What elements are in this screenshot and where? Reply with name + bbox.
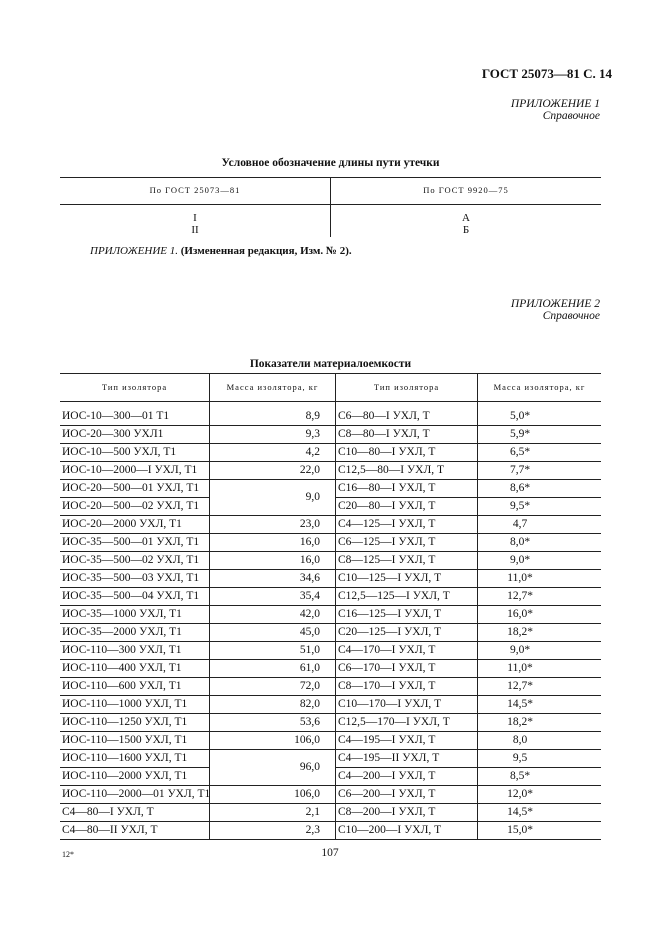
table-row — [60, 606, 601, 624]
insulator-mass-cell: 14,5* — [507, 806, 533, 818]
insulator-mass-cell: 9,0* — [509, 554, 531, 566]
insulator-mass-cell: 16,0 — [299, 536, 320, 548]
insulator-mass-cell: 51,0 — [299, 644, 320, 656]
leakage-table-header-2: По ГОСТ 9920—75 — [423, 185, 509, 195]
table-row — [60, 570, 601, 588]
table-row — [60, 498, 601, 516]
insulator-type-cell: С12,5—80—I УХЛ, Т — [338, 464, 445, 476]
insulator-mass-cell: 14,5* — [507, 698, 533, 710]
table-row — [60, 462, 601, 480]
table-row — [60, 732, 601, 750]
insulator-mass-cell: 42,0 — [299, 608, 320, 620]
insulator-type-cell: С4—80—I УХЛ, Т — [62, 806, 154, 818]
note-bold: (Измененная редакция, Изм. № 2). — [177, 245, 352, 257]
insulator-mass-cell: 35,4 — [299, 590, 320, 602]
table-row — [60, 426, 601, 444]
insulator-mass-cell: 2,3 — [305, 824, 320, 836]
table-row — [60, 822, 601, 840]
insulator-mass-cell: 4,2 — [305, 446, 320, 458]
insulator-mass-cell: 6,5* — [509, 446, 531, 458]
insulator-mass-cell: 82,0 — [299, 698, 320, 710]
table-row — [60, 714, 601, 732]
insulator-type-cell: ИОС-10—500 УХЛ, Т1 — [62, 446, 177, 458]
insulator-type-cell: ИОС-35—500—03 УХЛ, Т1 — [62, 572, 200, 584]
insulator-mass-cell: 9,5 — [512, 752, 528, 764]
insulator-mass-cell: 106,0 — [294, 734, 320, 746]
insulator-mass-cell: 9,0 — [305, 491, 320, 503]
insulator-type-cell: С4—170—I УХЛ, Т — [338, 644, 436, 656]
insulator-mass-cell: 4,7 — [512, 518, 528, 530]
leakage-table-cell: А — [462, 212, 470, 224]
insulator-type-cell: С4—195—I УХЛ, Т — [338, 734, 436, 746]
insulator-type-cell: С20—80—I УХЛ, Т — [338, 500, 436, 512]
insulator-mass-cell: 12,7* — [507, 590, 533, 602]
appendix-1-subtitle: Справочное — [542, 110, 600, 122]
insulator-type-cell: ИОС-110—2000—01 УХЛ, Т1 — [62, 788, 211, 800]
appendix-2-label: ПРИЛОЖЕНИЕ 2 — [510, 298, 600, 310]
insulator-type-cell: С4—125—I УХЛ, Т — [338, 518, 436, 530]
insulator-type-cell: С20—125—I УХЛ, Т — [338, 626, 442, 638]
insulator-type-cell: ИОС-20—2000 УХЛ, Т1 — [62, 518, 182, 530]
appendix-2-caption: Показатели материалоемкости — [249, 358, 412, 370]
appendix-1-note — [90, 245, 352, 257]
insulator-type-cell: С8—170—I УХЛ, Т — [338, 680, 436, 692]
table-row — [60, 588, 601, 606]
insulator-mass-cell: 8,0* — [509, 536, 531, 548]
insulator-type-cell: С4—80—II УХЛ, Т — [62, 824, 158, 836]
material-table-header-type-1: Тип изолятора — [101, 382, 168, 392]
insulator-mass-cell: 9,5* — [509, 500, 531, 512]
insulator-type-cell: ИОС-20—300 УХЛ1 — [62, 428, 164, 440]
table-row — [60, 786, 601, 804]
insulator-type-cell: ИОС-35—500—04 УХЛ, Т1 — [62, 590, 200, 602]
insulator-type-cell: ИОС-110—1500 УХЛ, Т1 — [62, 734, 188, 746]
insulator-type-cell: ИОС-35—1000 УХЛ, Т1 — [62, 608, 182, 620]
insulator-mass-cell: 22,0 — [299, 464, 320, 476]
insulator-type-cell: С16—125—I УХЛ, Т — [338, 608, 442, 620]
leakage-table-header-1: По ГОСТ 25073—81 — [149, 185, 241, 195]
appendix-2-subtitle: Справочное — [542, 310, 600, 322]
insulator-mass-cell: 18,2* — [507, 716, 533, 728]
insulator-type-cell: С10—80—I УХЛ, Т — [338, 446, 436, 458]
insulator-mass-cell: 9,0* — [509, 644, 531, 656]
insulator-type-cell: ИОС-110—1000 УХЛ, Т1 — [62, 698, 188, 710]
insulator-mass-cell: 16,0 — [299, 554, 320, 566]
insulator-type-cell: ИОС-35—2000 УХЛ, Т1 — [62, 626, 182, 638]
table-row — [60, 678, 601, 696]
table-row — [60, 696, 601, 714]
appendix-1-label: ПРИЛОЖЕНИЕ 1 — [510, 98, 600, 110]
insulator-type-cell: С10—170—I УХЛ, Т — [338, 698, 442, 710]
table-row — [60, 750, 601, 773]
insulator-mass-cell: 9,3 — [305, 428, 320, 440]
table-row — [60, 804, 601, 822]
insulator-type-cell: С16—80—I УХЛ, Т — [338, 482, 436, 494]
insulator-mass-cell: 11,0* — [507, 572, 533, 584]
insulator-type-cell: С8—80—I УХЛ, Т — [338, 428, 430, 440]
insulator-mass-cell: 45,0 — [299, 626, 320, 638]
table-row — [60, 768, 601, 786]
insulator-mass-cell: 8,0 — [512, 734, 528, 746]
insulator-type-cell: ИОС-35—500—02 УХЛ, Т1 — [62, 554, 200, 566]
table-row — [60, 516, 601, 534]
material-table-header-mass-2: Масса изолятора, кг — [493, 382, 586, 392]
table-row — [60, 660, 601, 678]
insulator-type-cell: ИОС-20—500—01 УХЛ, Т1 — [62, 482, 200, 494]
insulator-type-cell: ИОС-35—500—01 УХЛ, Т1 — [62, 536, 200, 548]
leakage-table-cell: I — [193, 212, 197, 224]
page-number: 107 — [321, 847, 339, 859]
insulator-type-cell: С10—200—I УХЛ, Т — [338, 824, 442, 836]
insulator-type-cell: С12,5—170—I УХЛ, Т — [338, 716, 450, 728]
table-row — [60, 552, 601, 570]
material-table-header-mass-1: Масса изолятора, кг — [226, 382, 319, 392]
insulator-mass-cell: 15,0* — [507, 824, 533, 836]
note-italic: ПРИЛОЖЕНИЕ 1. — [90, 245, 178, 257]
insulator-mass-cell: 5,0* — [509, 410, 531, 422]
insulator-type-cell: ИОС-20—500—02 УХЛ, Т1 — [62, 500, 200, 512]
insulator-mass-cell: 5,9* — [509, 428, 531, 440]
insulator-type-cell: ИОС-110—600 УХЛ, Т1 — [62, 680, 182, 692]
leakage-table-cell: II — [191, 224, 199, 236]
insulator-mass-cell: 18,2* — [507, 626, 533, 638]
table-row — [60, 624, 601, 642]
insulator-mass-cell: 72,0 — [299, 680, 320, 692]
insulator-mass-cell: 7,7* — [509, 464, 531, 476]
material-table-header-type-2: Тип изолятора — [373, 382, 440, 392]
insulator-type-cell: С6—200—I УХЛ, Т — [338, 788, 436, 800]
insulator-type-cell: ИОС-110—300 УХЛ, Т1 — [62, 644, 182, 656]
insulator-type-cell: С8—125—I УХЛ, Т — [338, 554, 436, 566]
appendix-1-caption: Условное обозначение длины пути утечки — [221, 157, 440, 169]
table-row — [60, 642, 601, 660]
insulator-mass-cell: 61,0 — [299, 662, 320, 674]
insulator-type-cell: С6—125—I УХЛ, Т — [338, 536, 436, 548]
insulator-type-cell: С4—195—II УХЛ, Т — [338, 752, 440, 764]
insulator-mass-cell: 106,0 — [294, 788, 320, 800]
insulator-mass-cell: 8,9 — [305, 410, 320, 422]
table-row — [60, 408, 601, 426]
insulator-mass-cell: 53,6 — [299, 716, 320, 728]
table-row — [60, 534, 601, 552]
insulator-mass-cell: 96,0 — [299, 761, 320, 773]
insulator-type-cell: ИОС-10—300—01 Т1 — [62, 410, 170, 422]
leakage-table-cell: Б — [462, 224, 470, 236]
insulator-type-cell: С10—125—I УХЛ, Т — [338, 572, 442, 584]
insulator-mass-cell: 23,0 — [299, 518, 320, 530]
insulator-mass-cell: 34,6 — [299, 572, 320, 584]
insulator-type-cell: С8—200—I УХЛ, Т — [338, 806, 436, 818]
insulator-mass-cell: 8,6* — [509, 482, 531, 494]
page-header-title: ГОСТ 25073—81 С. 14 — [481, 66, 612, 81]
insulator-mass-cell: 11,0* — [507, 662, 533, 674]
insulator-mass-cell: 2,1 — [305, 806, 320, 818]
insulator-type-cell: ИОС-110—400 УХЛ, Т1 — [62, 662, 182, 674]
insulator-type-cell: ИОС-10—2000—I УХЛ, Т1 — [62, 464, 198, 476]
table-row — [60, 480, 601, 503]
footer-mark: 12* — [62, 850, 74, 859]
insulator-mass-cell: 12,7* — [507, 680, 533, 692]
insulator-type-cell: ИОС-110—2000 УХЛ, Т1 — [62, 770, 188, 782]
insulator-type-cell: С6—80—I УХЛ, Т — [338, 410, 430, 422]
insulator-type-cell: С12,5—125—I УХЛ, Т — [338, 590, 450, 602]
insulator-type-cell: С4—200—I УХЛ, Т — [338, 770, 436, 782]
insulator-type-cell: ИОС-110—1250 УХЛ, Т1 — [62, 716, 188, 728]
insulator-mass-cell: 16,0* — [507, 608, 533, 620]
insulator-type-cell: С6—170—I УХЛ, Т — [338, 662, 436, 674]
insulator-type-cell: ИОС-110—1600 УХЛ, Т1 — [62, 752, 188, 764]
insulator-mass-cell: 8,5* — [509, 770, 531, 782]
insulator-mass-cell: 12,0* — [507, 788, 533, 800]
table-row — [60, 444, 601, 462]
